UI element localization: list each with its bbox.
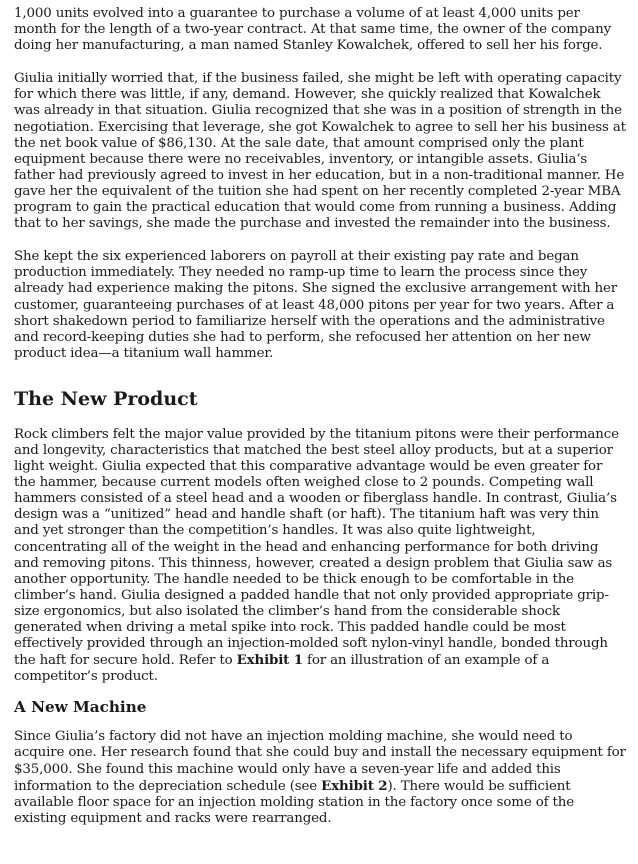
spacer <box>14 362 626 387</box>
section-heading-new-product: The New Product <box>14 387 198 410</box>
spacer <box>14 685 626 697</box>
paragraph-production: She kept the six experienced laborers on payroll at their existing pay rate and began production immediately. They needed no ramp-up time to learn the process since they already had experience making the pitons. She signed the exclusive arrangement with her customer, guaranteeing purchases of at least 48,000 pitons per year for two years. After a short shakedown period to familiarize herself with the operations and the administrative and record-keeping duties she had to perform, she refocused her attention on her new product idea—a titanium wall hammer. <box>14 249 618 361</box>
section-heading-new-machine: A New Machine <box>14 698 147 717</box>
paragraph-machine-end: ). There would be sufficient available floor space for an injection molding station in the factory once some of the existing equipment and racks were rearranged. <box>14 778 575 826</box>
paragraph-purchase: Giulia initially worried that, if the business failed, she might be left with operating capacity for which there was little, if any, demand. However, she quickly realized that Kowalchek was already in that situation. Giulia recognized that she was in a position of strength in the negotiation. Exercising that leverage, she got Kowalchek to agree to sell her his business at the net book value of $86,130. At the sale date, that amount comprised only the plant equipment because there were no receivables, inventory, or intangible assets. Giulia’s father had previously agreed to invest in her education, but in a non-traditional manner. He gave her the equivalent of the tuition she had spent on her recently completed 2-year MBA program to gain the practical education that would come from running a business. Adding that to her savings, she made the purchase and invested the remainder into the business. <box>14 71 626 232</box>
spacer <box>14 54 626 71</box>
exhibit-1-reference: Exhibit 1 <box>236 652 303 669</box>
paragraph-product-design-end: for an illustration of an example of a competitor’s product. <box>14 653 550 685</box>
paragraph-product-design-text: Rock climbers felt the major value provided by the titanium pitons were their performance and longevity, characteristics that matched the best steel alloy products, but at a superior light weight. Giulia expected that this comparative advantage would be even greater for the hammer, because current models often weighed close to 2 pounds. Competing wall hammers consisted of a steel head and a wooden or fiberglass handle. In contrast, Giulia’s design was a “unitized” head and handle shaft (or haft). The titanium haft was very thin and yet stronger than the competition’s handles. It was also quite lightweight, concentrating all of the weight in the head and enhancing performance for both driving and removing pitons. This thinness, however, created a design problem that Giulia saw as another opportunity. The handle needed to be thick enough to be comfortable in the climber’s hand. Giulia designed a padded handle that not only provided appropriate grip-size ergonomics, but also isolated the climber’s hand from the considerable shock generated when driving a metal spike into rock. This padded handle could be most effectively provided through an injection-molded soft nylon-vinyl handle, bonded through the haft for secure hold. Refer to <box>14 426 619 669</box>
exhibit-2-reference: Exhibit 2 <box>321 777 388 794</box>
spacer <box>14 717 626 729</box>
paragraph-product-design <box>14 427 626 686</box>
paragraph-contract: 1,000 units evolved into a guarantee to purchase a volume of at least 4,000 units per month for the length of a two-year contract. At that same time, the owner of the company doing her manufacturing, a man named Stanley Kowalchek, offered to sell her his forge. <box>14 6 612 54</box>
spacer <box>14 411 626 427</box>
document-page <box>14 6 626 827</box>
spacer <box>14 232 626 249</box>
paragraph-machine <box>14 729 626 827</box>
paragraph-machine-text: Since Giulia’s factory did not have an injection molding machine, she would need to acquire one. Her research found that she could buy and install the necessary equipment for $35,000. She found this machine would only have a seven-year life and added this information to the depreciation schedule (see <box>14 729 626 794</box>
